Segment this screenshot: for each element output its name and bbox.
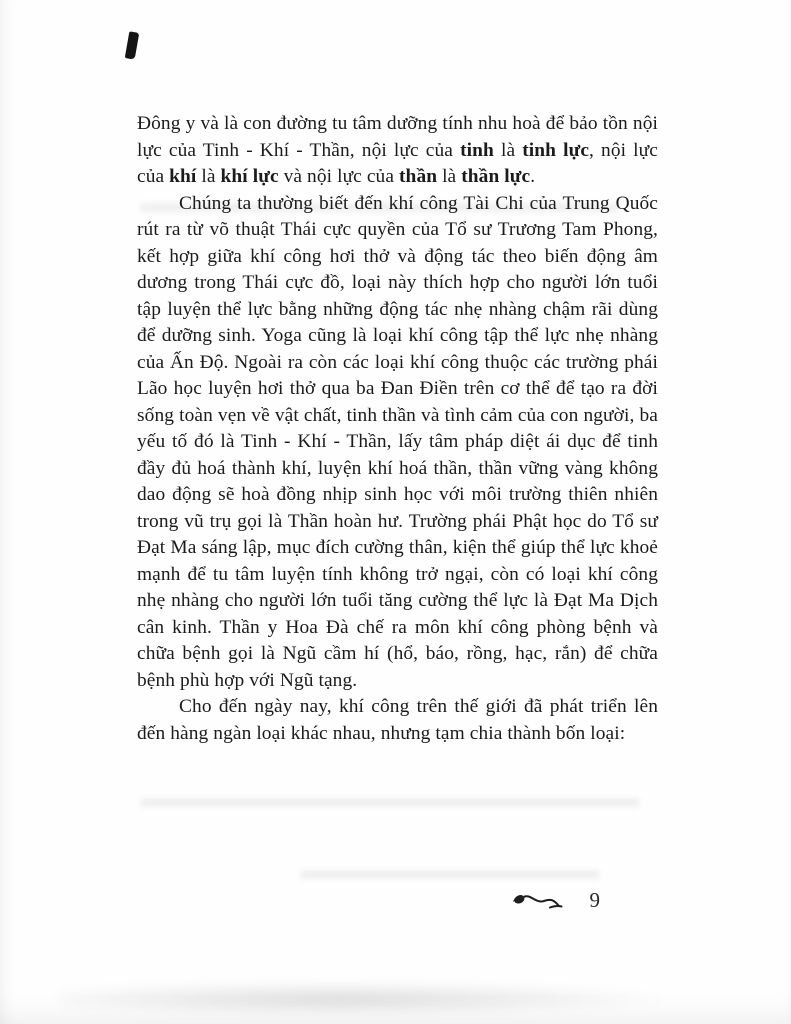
page-number: 9 [589, 888, 600, 912]
paragraph1-segment-bold: khí lực [220, 166, 279, 187]
paragraph1-segment: Đông y và là con đường tu tâm dưỡng tính nhu hoà để bảo tồn nội lực của Tinh - Khí - Thần, nội lực của [137, 113, 658, 161]
paragraph1-segment-bold: thần [399, 166, 438, 187]
flourish-icon [506, 889, 564, 913]
paragraph1-segment-bold: tinh lực [522, 139, 590, 161]
paragraph1-segment: và nội lực của [278, 166, 399, 187]
page-shadow [60, 982, 680, 1016]
paragraph1-segment-bold: tinh [460, 139, 494, 161]
paragraph1-segment: là [437, 166, 462, 187]
bleedthrough-artifact [140, 798, 640, 807]
body-paragraph-3: Cho đến ngày nay, khí công trên thế giới đã phát triển lên đến hàng ngàn loại khác nhau, nhưng tạm chia thành bốn loại: [137, 696, 658, 744]
paragraph1-segment: là [493, 139, 523, 161]
paragraph1-segment: , nội lực của [137, 139, 658, 187]
paragraph1-segment-bold: thần lực [461, 166, 531, 187]
bleedthrough-artifact [300, 870, 600, 879]
paragraph1-segment-bold: khí [169, 166, 197, 187]
page-footer [137, 888, 658, 913]
paragraph1-segment: là [196, 166, 221, 187]
body-paragraph-1 [137, 111, 658, 191]
body-paragraph-2: Chúng ta thường biết đến khí công Tài Chi của Trung Quốc rút ra từ võ thuật Thái cực quyền của Tổ sư Trương Tam Phong, kết hợp giữa khí công hơi thở và động tác theo biến động âm dương trong Thái cực đồ, loại này thích hợp cho người lớn tuổi tập luyện thể lực bằng những động tác nhẹ nhàng chậm rãi dùng để dưỡng sinh. Yoga cũng là loại khí công tập thể lực nhẹ nhàng của Ấn Độ. Ngoài ra còn các loại khí công thuộc các trường phái Lão học luyện hơi thở qua ba Đan Điền trên cơ thể để tạo ra đời sống toàn vẹn về vật chất, tinh thần và tình cảm của con người, ba yếu tố đó là Tinh - Khí - Thần, lấy tâm pháp diệt ái dục để tinh đầy đủ hoá thành khí, luyện khí hoá thần, thần vững vàng không dao động sẽ hoà đồng nhịp sinh học với môi trường thiên nhiên trong vũ trụ gọi là Thần hoàn hư. Trường phái Phật học do Tổ sư Đạt Ma sáng lập, mục đích cường thân, kiện thể giúp thể lực khoẻ mạnh để tu tâm luyện tính không trở ngại, còn có loại khí công nhẹ nhàng cho người lớn tuổi tăng cường thể lực là Đạt Ma Dịch cân kinh. Thần y Hoa Đà chế ra môn khí công phòng bệnh và chữa bệnh gọi là Ngũ cầm hí (hổ, báo, rồng, hạc, rắn) để chữa bệnh phù hợp với Ngũ tạng. [137, 192, 658, 691]
paragraph1-segment: . [530, 166, 536, 187]
scan-artifact [125, 31, 140, 59]
page-text [137, 111, 658, 747]
